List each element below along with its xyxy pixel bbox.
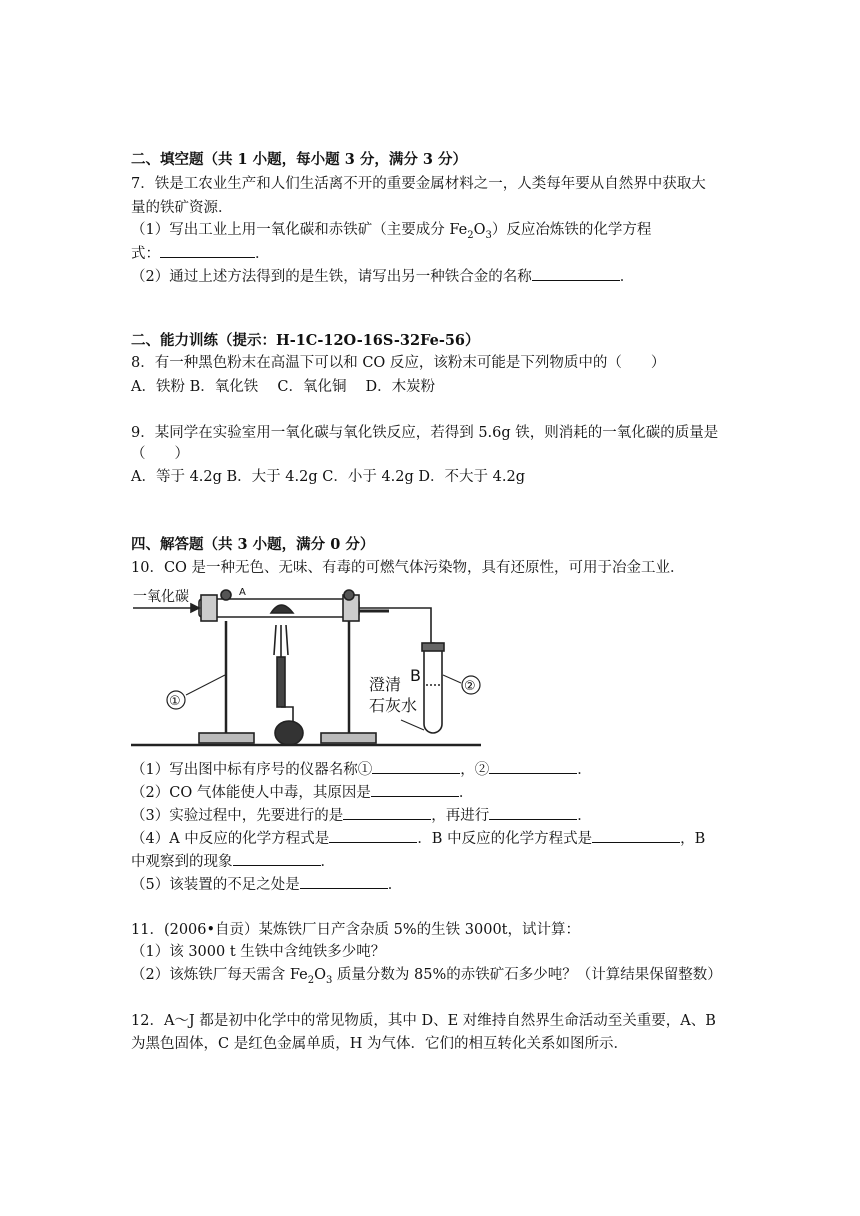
answer-blank[interactable] [532, 266, 620, 281]
stand-base-left [199, 733, 254, 743]
apparatus-diagram [131, 585, 481, 753]
answer-blank[interactable] [329, 828, 417, 843]
q7-part2 [131, 266, 634, 287]
q10-part1-text-2: ，② [460, 762, 490, 778]
q10-part4 [131, 828, 705, 849]
q11-part2 [131, 965, 722, 985]
stand-base-right [321, 733, 376, 743]
section-heading-answer: 四、解答题（共 3 小题，满分 0 分） [131, 536, 375, 553]
clamp-left [221, 590, 231, 600]
q8-stem: 8．有一种黑色粉末在高温下可以和 CO 反应，该粉末可能是下列物质中的（ ） [131, 355, 666, 371]
period: ． [577, 762, 592, 778]
period: ． [320, 854, 335, 870]
period: ． [577, 808, 592, 824]
q7-part1-text-end: ）反应冶炼铁的化学方程 [491, 222, 652, 238]
q7-part2-text: （2）通过上述方法得到的是生铁，请写出另一种铁合金的名称 [131, 269, 532, 285]
period: ． [458, 785, 474, 801]
answer-blank[interactable] [160, 243, 255, 258]
q10-stem: 10．CO 是一种无色、无味、有毒的可燃气体污染物，具有还原性，可用于冶金工业． [131, 560, 685, 576]
q9-stem: 9．某同学在实验室用一氧化碳与氧化铁反应，若得到 5.6g 铁，则消耗的一氧化碳的质量是 [131, 425, 719, 441]
period: ． [619, 269, 635, 285]
q10-part4-line2 [131, 851, 335, 872]
q10-part5 [131, 874, 402, 895]
q7-part1-line1 [131, 220, 651, 240]
label-carbon-monoxide: 一氧化碳 [133, 589, 189, 605]
formula-o: O [473, 222, 486, 238]
label-limewater-line1: 澄清 [369, 675, 402, 694]
subscript: 3 [485, 229, 492, 241]
subscript: 3 [325, 974, 333, 986]
q8-options: A．铁粉 B．氧化铁 C．氧化铜 D．木炭粉 [131, 379, 436, 395]
section-heading-ability: 二、能力训练（提示：H-1C-12O-16S-32Fe-56） [131, 332, 480, 349]
flame [274, 625, 288, 657]
answer-blank[interactable] [489, 759, 577, 774]
q10-part2 [131, 782, 473, 803]
test-tube-mouth [422, 643, 444, 651]
q10-part3 [131, 805, 592, 826]
answer-blank[interactable] [489, 805, 577, 820]
q12-stem-line2: 为黑色固体，C 是红色金属单质，H 为气体．它们的相互转化关系如图所示． [131, 1036, 628, 1052]
section-heading-fill-in: 二、填空题（共 1 小题，每小题 3 分，满分 3 分） [131, 151, 468, 168]
q11-part2-text-end: 质量分数为 85%的赤铁矿石多少吨？（计算结果保留整数） [332, 967, 722, 983]
answer-blank[interactable] [343, 805, 431, 820]
q7-part1-label: 式： [131, 246, 160, 262]
formula-o: O [314, 967, 326, 983]
q10-part5-text: （5）该装置的不足之处是 [131, 877, 300, 893]
answer-blank[interactable] [592, 828, 680, 843]
q10-part4-text-3: ，B [680, 831, 706, 847]
test-tube [424, 643, 442, 733]
label-a: A [239, 587, 246, 598]
q10-part1 [131, 759, 592, 780]
q9-paren: （ ） [131, 446, 189, 462]
q7-stem-line2: 量的铁矿资源． [131, 200, 233, 216]
answer-blank[interactable] [233, 851, 321, 866]
q12-stem-line1: 12．A～J 都是初中化学中的常见物质，其中 D、E 对维持自然界生命活动至关重要，A、B [131, 1013, 716, 1029]
q11-part2-text: （2）该炼铁厂每天需含 Fe [131, 967, 308, 983]
q10-part4-text: （4）A 中反应的化学方程式是 [131, 831, 330, 847]
burner-base [275, 721, 303, 745]
q10-part1-text: （1）写出图中标有序号的仪器名称① [131, 762, 373, 778]
clamp-right [344, 590, 354, 600]
label-b: B [410, 666, 421, 685]
answer-blank[interactable] [300, 874, 388, 889]
q10-part2-text: （2）CO 气体能使人中毒，其原因是 [131, 785, 371, 801]
period: ． [387, 877, 403, 893]
outlet-tube [359, 608, 431, 645]
q11-stem: 11．(2006•自贡）某炼铁厂日产含杂质 5%的生铁 3000t，试计算： [131, 922, 581, 938]
tube-stopper-left [201, 595, 217, 621]
q10-part3-text: （3）实验过程中，先要进行的是 [131, 808, 344, 824]
q11-part1: （1）该 3000 t 生铁中含纯铁多少吨？ [131, 944, 386, 960]
q7-part1-line2 [131, 243, 270, 264]
answer-blank[interactable] [372, 759, 460, 774]
q7-stem-line1: 7．铁是工农业生产和人们生活离不开的重要金属材料之一，人类每年要从自然界中获取大 [131, 176, 706, 192]
label-2: ② [464, 679, 476, 694]
q10-part3-text-2: ，再进行 [431, 808, 490, 824]
q7-part1-text: （1）写出工业上用一氧化碳和赤铁矿（主要成分 Fe [131, 222, 468, 238]
q9-options: A．等于 4.2g B．大于 4.2g C．小于 4.2g D．不大于 4.2g [131, 469, 525, 485]
label-limewater-line2: 石灰水 [369, 696, 418, 715]
subscript: 2 [307, 974, 315, 986]
label-1: ① [169, 694, 181, 709]
arrow-head [191, 604, 199, 612]
iron-oxide-powder [271, 605, 293, 613]
q10-part4-text-2: ．B 中反应的化学方程式是 [417, 831, 593, 847]
burner-tube [277, 657, 285, 707]
subscript: 2 [467, 229, 474, 241]
answer-blank[interactable] [371, 782, 459, 797]
period: ． [255, 246, 270, 262]
q10-part4-text-4: 中观察到的现象 [131, 854, 233, 870]
